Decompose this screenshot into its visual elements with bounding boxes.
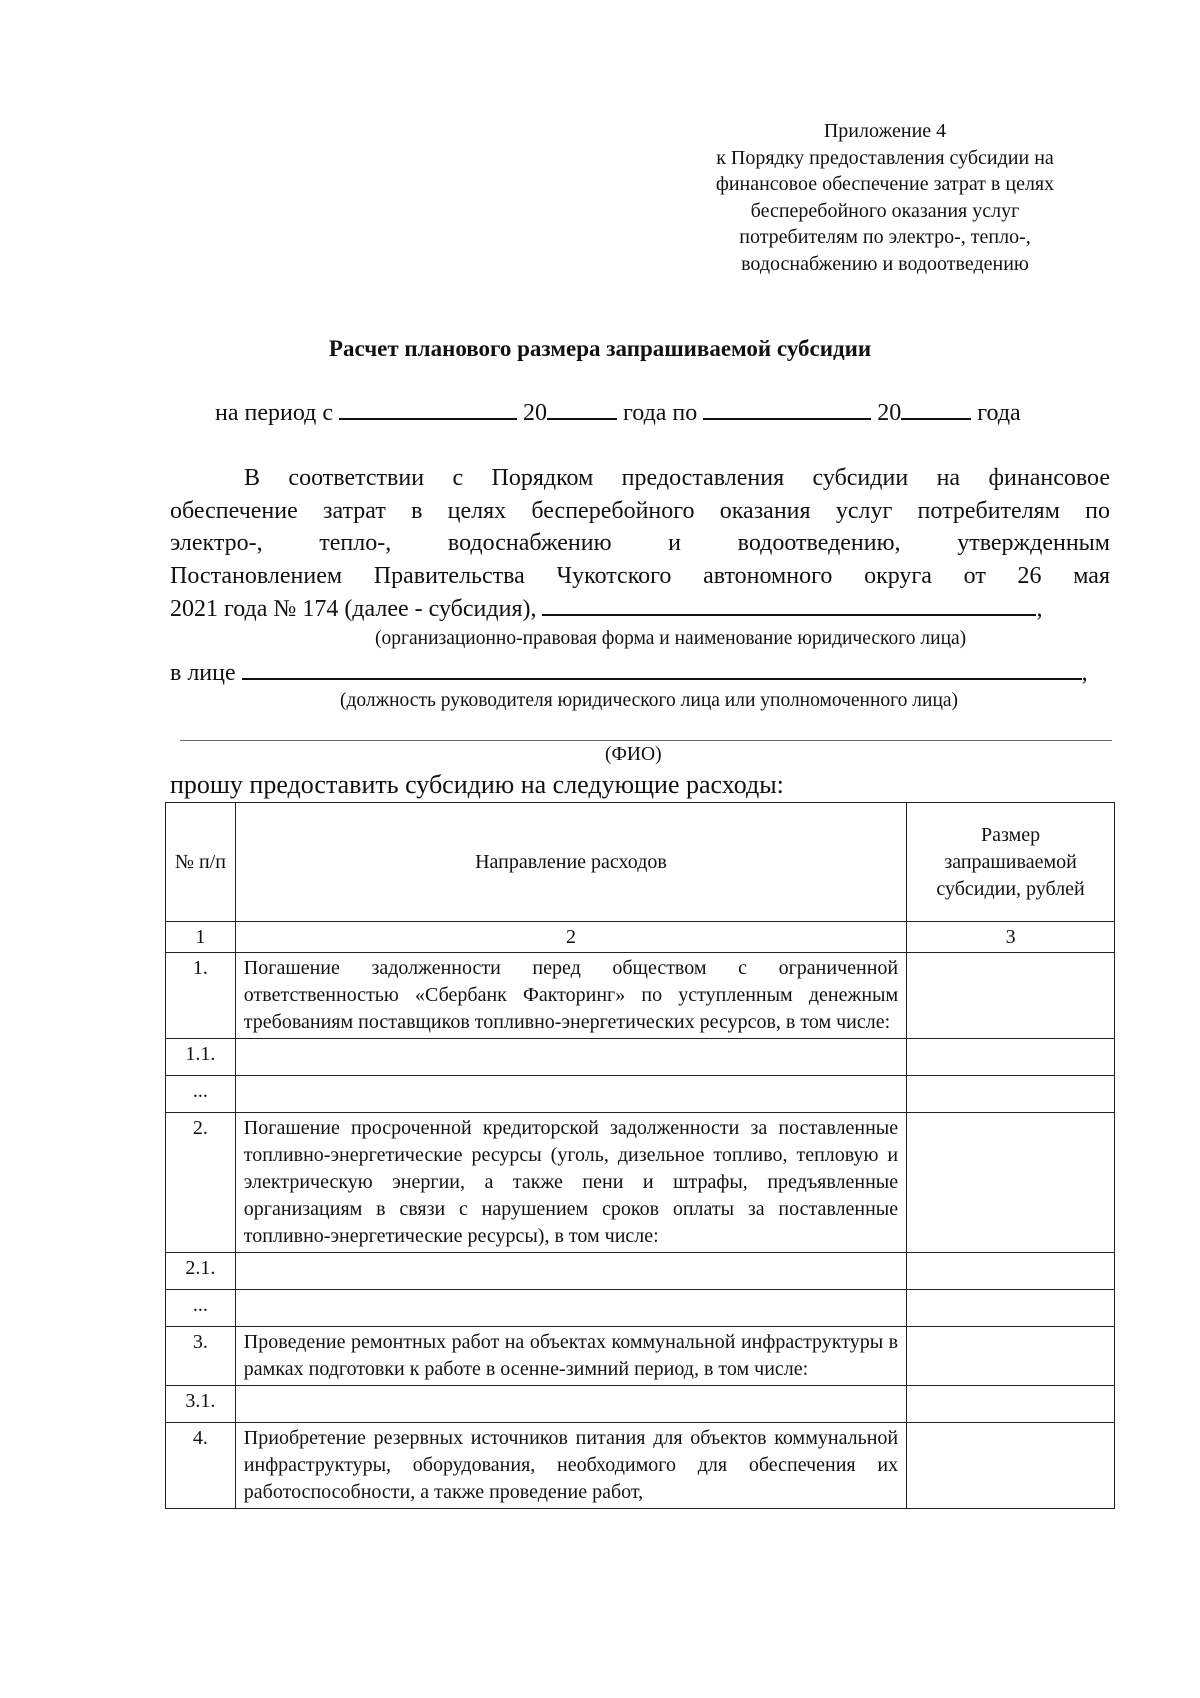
header-amount: Размер запрашиваемой субсидии, рублей <box>907 803 1115 922</box>
table-row <box>166 1039 1115 1076</box>
index-cell: 1 <box>166 922 236 953</box>
annex-line: Приложение 4 <box>823 120 947 142</box>
fio-caption: (ФИО) <box>605 744 662 765</box>
table-row <box>166 1386 1115 1423</box>
period-mid: года по <box>623 400 698 426</box>
row-amount-cell[interactable] <box>907 1113 1115 1253</box>
row-amount-cell[interactable] <box>907 1423 1115 1509</box>
row-num: 3.1. <box>166 1386 236 1423</box>
annex-line: водоснабжению и водоотведению <box>741 252 1029 275</box>
annex-line: к Порядку предоставления субсидии на <box>716 146 1054 169</box>
row-amount-cell[interactable] <box>907 1327 1115 1386</box>
table-row <box>166 953 1115 1039</box>
table-row <box>166 1113 1115 1253</box>
representative-line <box>170 656 1088 687</box>
table-row <box>166 1076 1115 1113</box>
annex-header <box>655 118 1115 277</box>
period-prefix: на период с <box>215 400 334 426</box>
document-title: Расчет планового размера запрашиваемой субсидии <box>328 336 872 361</box>
start-year-blank[interactable] <box>547 396 617 420</box>
row-num: 2.1. <box>166 1253 236 1290</box>
row-num: ... <box>166 1290 236 1327</box>
row-direction: Погашение задолженности перед обществом с ограниченной ответственностью «Сбербанк Факторинг» по уступленным денежным требованиям поставщиков топливно-энергетических ресурсов, в том числе: <box>235 953 906 1039</box>
row-direction[interactable] <box>235 1076 906 1113</box>
table-row <box>166 1327 1115 1386</box>
table-row <box>166 1253 1115 1290</box>
fio-line <box>180 740 1112 741</box>
table-row <box>166 1290 1115 1327</box>
period-year2: 20 <box>877 400 902 426</box>
paragraph-line: обеспечение затрат в целях бесперебойного оказания услуг потребителям по <box>170 497 1110 524</box>
row-amount-cell[interactable] <box>907 1290 1115 1327</box>
paragraph-line: Постановлением Правительства Чукотского автономного округа от 26 мая <box>170 562 1110 589</box>
row-num: 1.1. <box>166 1039 236 1076</box>
annex-line: бесперебойного оказания услуг <box>750 199 1020 222</box>
row-direction[interactable] <box>235 1039 906 1076</box>
row-amount-cell[interactable] <box>907 1253 1115 1290</box>
header-direction: Направление расходов <box>235 803 906 922</box>
row-direction: Приобретение резервных источников питания для объектов коммунальной инфраструктуры, оборудования, необходимого для обеспечения их работоспособности, а также проведение работ, <box>235 1423 906 1509</box>
end-date-blank[interactable] <box>703 396 871 420</box>
intro-paragraph <box>170 462 1110 625</box>
paragraph-line-5 <box>170 592 1110 625</box>
representative-caption: (должность руководителя юридического лица или уполномоченного лица) <box>340 690 959 711</box>
row-direction: Проведение ремонтных работ на объектах коммунальной инфраструктуры в рамках подготовки к работе в осенне-зимний период, в том числе: <box>235 1327 906 1386</box>
annex-line: потребителям по электро-, тепло-, <box>739 226 1031 248</box>
comma: , <box>1081 660 1088 686</box>
period-year1: 20 <box>523 400 548 426</box>
row-num: 1. <box>166 953 236 1039</box>
index-cell: 2 <box>235 922 906 953</box>
header-num: № п/п <box>166 803 236 922</box>
table-header-row <box>166 803 1115 922</box>
start-date-blank[interactable] <box>339 396 517 420</box>
row-num: 2. <box>166 1113 236 1253</box>
request-text: прошу предоставить субсидию на следующие расходы: <box>170 770 784 799</box>
index-cell: 3 <box>907 922 1115 953</box>
paragraph-line: электро-, тепло-, водоснабжению и водоотведению, утвержденным <box>170 530 1110 556</box>
paragraph-line: В соответствии с Порядком предоставления субсидии на финансовое <box>244 465 1110 491</box>
paragraph-line-text: 2021 года № 174 (далее - субсидия), <box>170 596 537 622</box>
row-amount-cell[interactable] <box>907 953 1115 1039</box>
annex-line: финансовое обеспечение затрат в целях <box>715 173 1055 195</box>
row-direction: Погашение просроченной кредиторской задолженности за поставленные топливно-энергетические ресурсы (уголь, дизельное топливо, тепловую и электрическую энергии, а также пени и штрафы, предъявленные организациям в связи с нарушением сроков оплаты за поставленные топливно-энергетические ресурсы), в том числе: <box>235 1113 906 1253</box>
table-row <box>166 1423 1115 1509</box>
row-direction[interactable] <box>235 1386 906 1423</box>
comma: , <box>1036 596 1043 622</box>
row-direction[interactable] <box>235 1253 906 1290</box>
row-num: 3. <box>166 1327 236 1386</box>
period-line <box>215 396 1021 427</box>
end-year-blank[interactable] <box>901 396 971 420</box>
row-amount-cell[interactable] <box>907 1076 1115 1113</box>
row-num: ... <box>166 1076 236 1113</box>
table-index-row <box>166 922 1115 953</box>
row-amount-cell[interactable] <box>907 1386 1115 1423</box>
representative-blank[interactable] <box>242 656 1082 680</box>
period-suffix: года <box>977 400 1021 426</box>
expenses-table <box>165 802 1115 1509</box>
row-num: 4. <box>166 1423 236 1509</box>
in-person-label: в лице <box>170 660 236 686</box>
row-direction[interactable] <box>235 1290 906 1327</box>
organization-caption: (организационно-правовая форма и наименование юридического лица) <box>375 628 967 649</box>
row-amount-cell[interactable] <box>907 1039 1115 1076</box>
organization-name-blank[interactable] <box>542 592 1036 616</box>
